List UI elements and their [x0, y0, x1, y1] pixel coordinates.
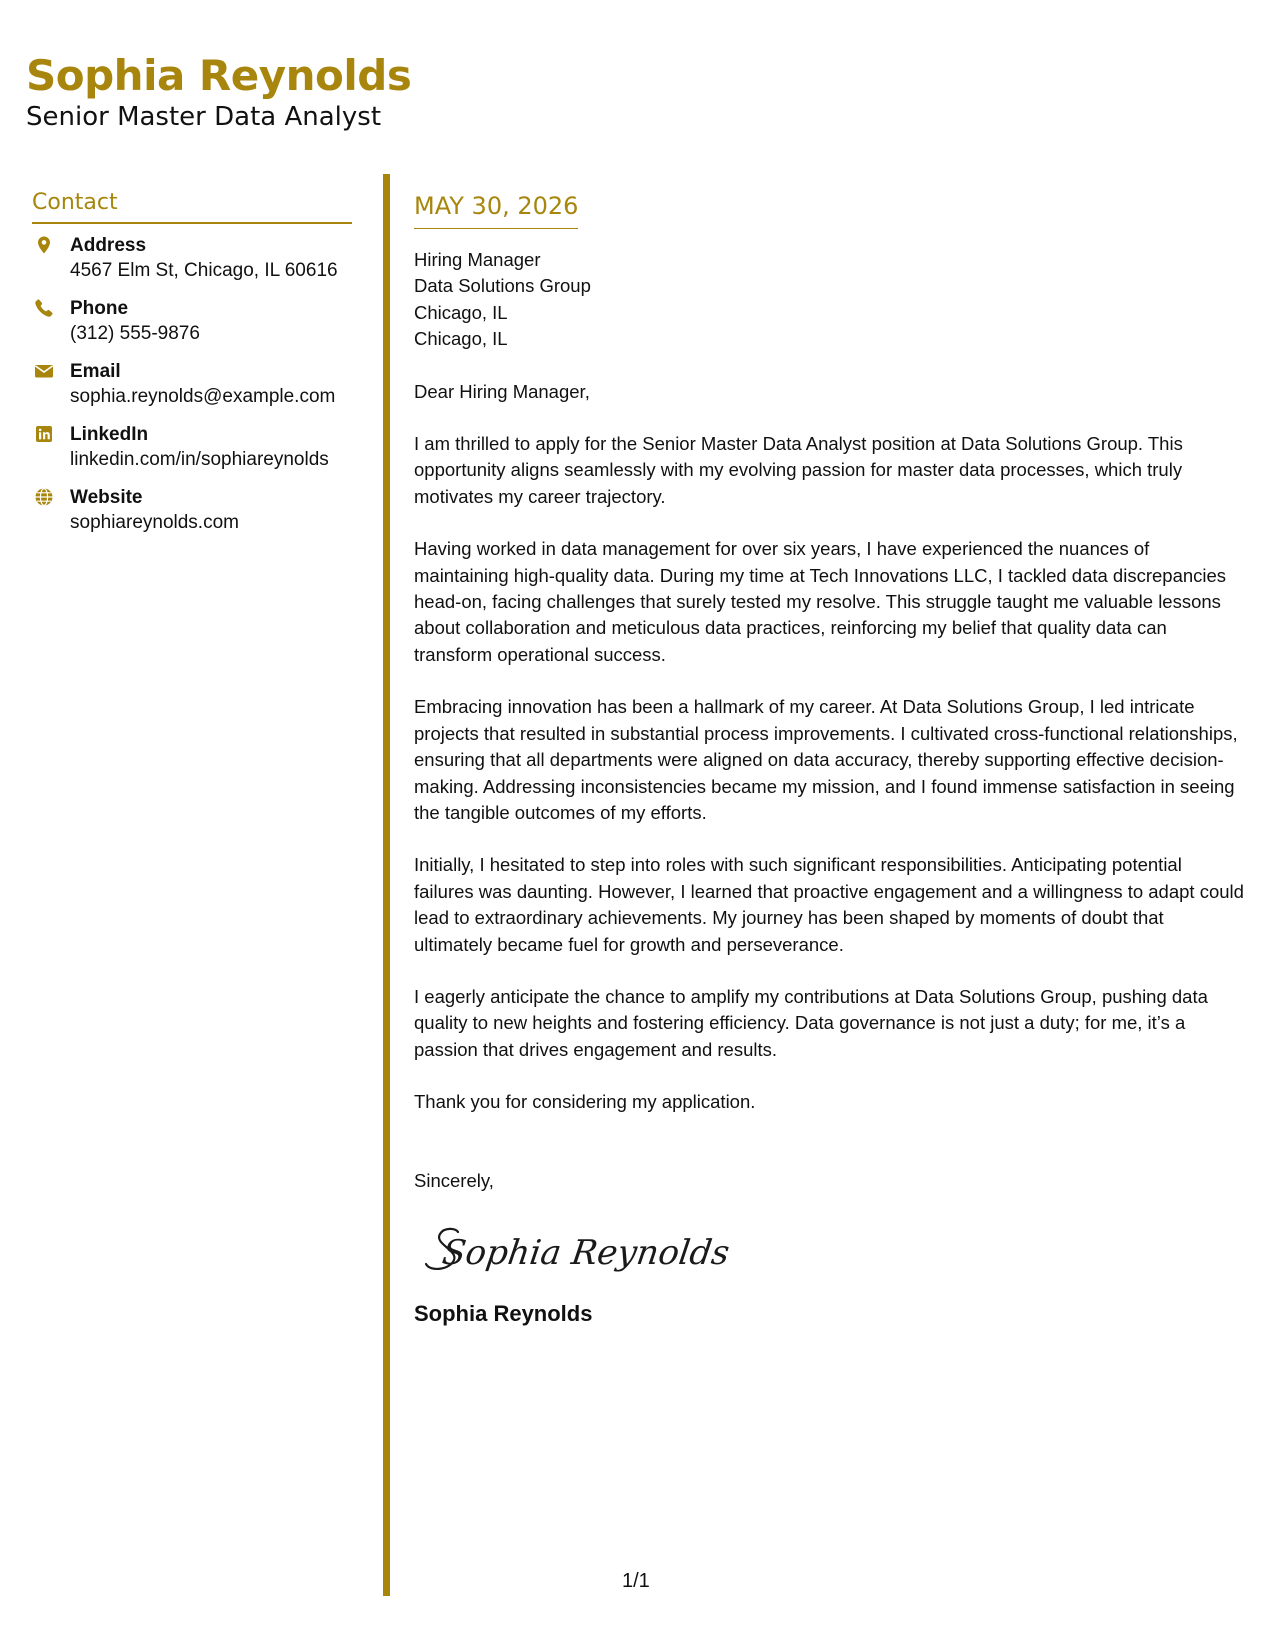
letter-paragraph: I eagerly anticipate the chance to amplify my contributions at Data Solutions Group, pushing data quality to new heights and fostering efficiency. Data governance is not just a duty; for me, it’s a passion that drives engagement and results. — [414, 985, 1208, 1060]
letter-greeting: Dear Hiring Manager, — [414, 380, 590, 402]
contact-value: linkedin.com/in/sophiareynolds — [70, 449, 329, 470]
letter-date: MAY 30, 2026 — [414, 190, 578, 229]
recipient-line: Data Solutions Group — [414, 275, 591, 297]
contact-item-address — [32, 234, 352, 297]
contact-label: Address — [70, 235, 147, 256]
signed-name: Sophia Reynolds — [414, 1300, 593, 1326]
contact-item-linkedin — [32, 423, 352, 486]
contact-label: Phone — [70, 298, 129, 319]
contact-value: (312) 555-9876 — [70, 323, 200, 344]
letter-paragraph: Initially, I hesitated to step into roles with such significant responsibilities. Anticipating potential failures was daunting. However, I learned that proactive engagement and a willingness to adapt could lead to extraordinary achievements. My journey has been shaped by moments of doubt that ultimately became fuel for growth and perseverance. — [414, 854, 1244, 955]
applicant-name: Sophia Reynolds — [26, 51, 412, 100]
contact-label: LinkedIn — [70, 424, 149, 445]
contact-value: 4567 Elm St, Chicago, IL 60616 — [70, 260, 338, 281]
recipient-line: Chicago, IL — [414, 328, 508, 350]
globe-icon — [34, 487, 54, 507]
letter-paragraph: I am thrilled to apply for the Senior Master Data Analyst position at Data Solutions Group. This opportunity aligns seamlessly with my evolving passion for master data processes, which truly motivates my career trajectory. — [414, 433, 1183, 507]
contact-item-phone — [32, 297, 352, 360]
contact-item-website — [32, 486, 352, 549]
letter-paragraph: Having worked in data management for over six years, I have experienced the nuances of maintaining high-quality data. During my time at Tech Innovations LLC, I tackled data discrepancies head-on, facing challenges that surely tested my resolve. This struggle taught me valuable lessons about collaboration and meticulous data practices, reinforcing my belief that quality data can transform operational success. — [414, 538, 1227, 665]
contact-list — [32, 234, 352, 549]
page-number: 1/1 — [622, 1570, 650, 1592]
recipient-block — [414, 247, 1244, 353]
recipient-line: Chicago, IL — [414, 301, 508, 323]
contact-sidebar — [32, 188, 352, 549]
letter-body — [414, 190, 1244, 1328]
location-pin-icon — [34, 235, 54, 255]
contact-label: Website — [70, 487, 143, 508]
contact-heading: Contact — [32, 188, 352, 224]
contact-item-email — [32, 360, 352, 423]
contact-value: sophiareynolds.com — [70, 512, 239, 533]
contact-label: Email — [70, 361, 121, 382]
signature-text: Sophia Reynolds — [439, 1233, 732, 1273]
vertical-divider — [383, 174, 390, 1596]
recipient-line: Hiring Manager — [414, 249, 541, 270]
handwritten-signature — [420, 1214, 732, 1284]
applicant-title: Senior Master Data Analyst — [26, 102, 382, 132]
envelope-icon — [34, 361, 54, 381]
letter-closing: Sincerely, — [414, 1169, 494, 1191]
linkedin-icon — [34, 424, 54, 444]
contact-value: sophia.reynolds@example.com — [70, 386, 336, 407]
letter-paragraph: Embracing innovation has been a hallmark of my career. At Data Solutions Group, I led intricate projects that resulted in substantial process improvements. I cultivated cross-functional relationships, ensuring that all departments were aligned on data accuracy, thereby supporting effective decision-making. Addressing inconsistencies became my mission, and I found immense satisfaction in seeing the tangible outcomes of my efforts. — [414, 696, 1238, 823]
letter-header — [26, 48, 411, 132]
letter-paragraph: Thank you for considering my application. — [414, 1091, 756, 1113]
phone-icon — [34, 298, 54, 318]
